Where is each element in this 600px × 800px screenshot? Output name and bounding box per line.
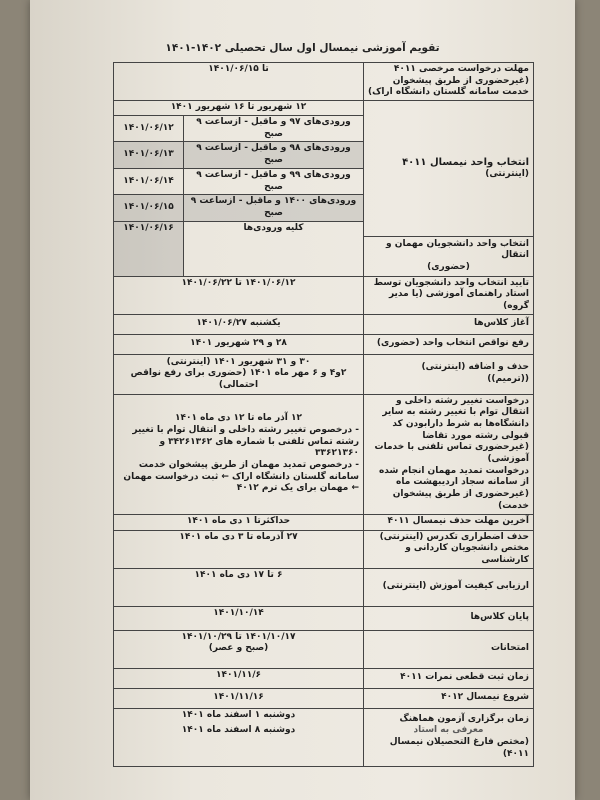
activity-text: درخواست تمدید مهمان انجام شده از سامانه سجاد اردیبهشت ماه (غیرحضوری از طریق پیشخوان خدمت) xyxy=(378,465,529,511)
table-row xyxy=(114,334,534,354)
activity-text: درخواست تغییر رشته داخلی و انتقال توام با تغییر رشته به سایر دانشگاه‌ها به شرط دارابودن کد قبولی رشته مورد تقاضا (غیرحضوری تماس تلفنی با خدمات آموزشی) xyxy=(374,395,529,465)
activity-cell xyxy=(364,530,534,568)
group-date-cell: ۱۴۰۱/۰۶/۱۵ xyxy=(114,195,184,221)
date-cell: یکشنبه ۱۴۰۱/۰۶/۲۷ xyxy=(114,314,364,334)
activity-cell: مهلت درخواست مرخصی ۴۰۱۱ (غیرحضوری از طریق پیشخوان خدمت سامانه گلستان دانشگاه اراک) xyxy=(364,63,534,101)
date-cell: ۲۸ و ۲۹ شهریور ۱۴۰۱ xyxy=(114,334,364,354)
activity-cell: پایان کلاس‌ها xyxy=(364,606,534,630)
table-row xyxy=(114,668,534,688)
activity-title: انتخاب واحد نیمسال ۴۰۱۱ xyxy=(402,156,529,168)
date-cell xyxy=(114,354,364,394)
group-date-cell: ۱۴۰۱/۰۶/۱۴ xyxy=(114,168,184,194)
date-line: ۲و۴ و ۶ مهر ماه ۱۴۰۱ (حضوری برای رفع نواقص احتمالی) xyxy=(130,368,347,390)
activity-cell: ارزیابی کیفیت آموزش (اینترنتی) xyxy=(364,568,534,606)
table-row xyxy=(114,101,534,116)
table-row xyxy=(114,354,534,394)
date-line: ۱۴۰۱/۱۰/۱۷ تا ۱۴۰۱/۱۰/۲۹ xyxy=(181,631,296,642)
activity-cell: آغاز کلاس‌ها xyxy=(364,314,534,334)
date-line: دوشنبه ۱ اسفند ماه ۱۴۰۱ xyxy=(181,709,296,720)
activity-cell: امتحانات xyxy=(364,630,534,668)
date-cell: ۱۴۰۱/۱۰/۱۴ xyxy=(114,606,364,630)
date-cell xyxy=(114,394,364,514)
date-cell: حداکثرتا ۱ دی ماه ۱۴۰۱ xyxy=(114,514,364,530)
activity-subtitle: (مختص فارغ التحصیلان نیمسال ۴۰۱۱) xyxy=(389,737,529,759)
activity-cell: زمان ثبت قطعی نمرات ۴۰۱۱ xyxy=(364,668,534,688)
group-cell: ورودی‌های ۹۸ و ماقبل - ازساعت ۹ صبح xyxy=(184,142,364,168)
activity-cell xyxy=(364,354,534,394)
activity-title: حذف اضطراری تکدرس (اینترنتی) xyxy=(379,531,529,542)
activity-cell: رفع نواقص انتخاب واحد (حضوری) xyxy=(364,334,534,354)
date-cell xyxy=(114,708,364,766)
activity-title: زمان برگزاری آزمون هماهنگ xyxy=(399,713,529,724)
table-row xyxy=(114,63,534,101)
group-cell: ورودی‌های ۹۹ و ماقبل - ازساعت ۹ صبح xyxy=(184,168,364,194)
date-line: دوشنبه ۸ اسفند ماه ۱۴۰۱ xyxy=(181,725,296,736)
activity-subtitle: معرفی به استاد xyxy=(413,725,484,736)
activity-subtitle: مختص دانشجویان کاردانی و کارشناسی xyxy=(405,543,529,565)
activity-subtitle: ((ترمیم)) xyxy=(487,374,529,385)
academic-calendar-table xyxy=(113,62,534,767)
activity-title: حذف و اضافه (اینترنتی) xyxy=(421,362,529,373)
document-title: تقویم آموزشی نیمسال اول سال تحصیلی ۱۴۰۲-۱۴۰۱ xyxy=(165,42,440,54)
table-row xyxy=(114,530,534,568)
date-cell: ۱۴۰۱/۰۶/۱۲ تا ۱۴۰۱/۰۶/۲۲ xyxy=(114,276,364,314)
date-cell: تا ۱۴۰۱/۰۶/۱۵ xyxy=(114,63,364,101)
activity-cell xyxy=(364,236,534,276)
table-row xyxy=(114,708,534,766)
group-cell: ورودی‌های ۹۷ و ماقبل - ازساعت ۹ صبح xyxy=(184,116,364,142)
table-row xyxy=(114,606,534,630)
table-row xyxy=(114,630,534,668)
note-line: - درخصوص تمدید مهمان از طریق پیشخوان خدمت سامانه گلستان دانشگاه اراک ← ثبت درخواست مهمان ← مهمان برای یک ترم ۴۰۱۲ xyxy=(123,459,359,494)
table-row xyxy=(114,276,534,314)
table-row xyxy=(114,314,534,334)
table-row xyxy=(114,688,534,708)
table-row xyxy=(114,394,534,514)
date-cell xyxy=(114,630,364,668)
date-cell: ۲۷ آذرماه تا ۳ دی ماه ۱۴۰۱ xyxy=(114,530,364,568)
activity-subtitle: (حضوری) xyxy=(427,261,470,272)
group-cell: ورودی‌های ۱۴۰۰ و ماقبل - ازساعت ۹ صبح xyxy=(184,195,364,221)
activity-subtitle: (اینترنتی) xyxy=(485,168,529,179)
table-row xyxy=(114,568,534,606)
activity-cell: آخرین مهلت حذف نیمسال ۴۰۱۱ xyxy=(364,514,534,530)
activity-cell: شروع نیمسال ۴۰۱۲ xyxy=(364,688,534,708)
date-line: ۳۰ و ۳۱ شهریور ۱۴۰۱ (اینترنتی) xyxy=(166,356,311,367)
note-line: - درخصوص تغییر رشته داخلی و انتقال توام با تغییر رشته تماس تلفنی با شماره های ۳۴۲۶۱۳۶۲ و ۳۳۶۲۱۳۶۰ xyxy=(132,424,359,459)
activity-title: انتخاب واحد دانشجویان مهمان و انتقال xyxy=(386,238,529,261)
activity-cell: تایید انتخاب واحد دانشجویان توسط استاد راهنمای آموزشی (یا مدیر گروه) xyxy=(364,276,534,314)
activity-cell xyxy=(364,708,534,766)
date-cell: ۱۲ شهریور تا ۱۶ شهریور ۱۴۰۱ xyxy=(114,101,364,116)
group-date-cell: ۱۴۰۱/۰۶/۱۲ xyxy=(114,116,184,142)
table-row xyxy=(114,514,534,530)
group-cell: کلیه ورودی‌ها xyxy=(184,221,364,276)
date-line: (صبح و عصر) xyxy=(208,643,269,654)
group-date-cell: ۱۴۰۱/۰۶/۱۶ xyxy=(114,221,184,276)
date-cell: ۱۴۰۱/۱۱/۶ xyxy=(114,668,364,688)
activity-cell xyxy=(364,394,534,514)
activity-cell xyxy=(364,101,534,237)
date-line: ۱۲ آذر ماه تا ۱۲ دی ماه ۱۴۰۱ xyxy=(175,413,302,424)
date-cell: ۶ تا ۱۷ دی ماه ۱۴۰۱ xyxy=(114,568,364,606)
date-cell: ۱۴۰۱/۱۱/۱۶ xyxy=(114,688,364,708)
document-page xyxy=(30,0,575,800)
group-date-cell: ۱۴۰۱/۰۶/۱۳ xyxy=(114,142,184,168)
